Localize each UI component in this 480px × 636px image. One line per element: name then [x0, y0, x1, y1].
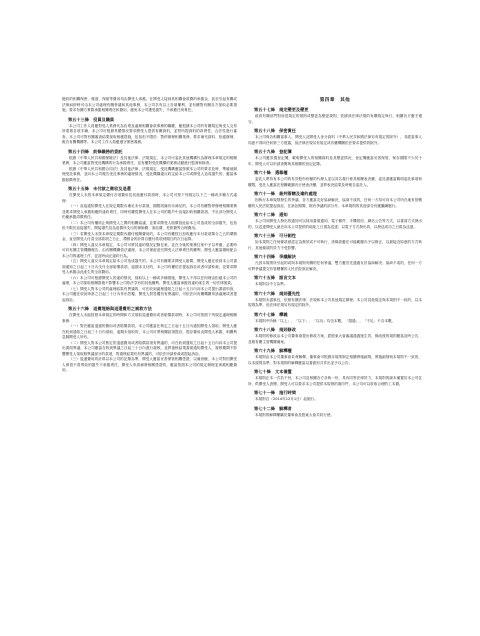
paragraph: 在開受人未按本章規定繳付各項費用及其他應付款項時，本公司可按下列規定以下之一種或多種方式處理：	[62, 193, 237, 203]
paragraph: 本規則的解釋權屬於董事會及股東大會共同行使。	[255, 412, 335, 417]
article-heading: 第五十三條 役員及職員	[68, 116, 115, 122]
article-heading: 第六十五條 語言文本	[254, 275, 296, 280]
paragraph: 罷約的相關保密、報道、保留等費用均由開受人承擔。在開受人接到其相關會款費的承擔金，甚至引起有關或法律糾紛時可由本公司處理有關爭議和其他事務，本公司享有以上各項權利，並有權對有關各方採取必要措施，要求有關方實際承擔相關責任和費用，避免本公司遭受損失，不承擔任何責任。	[62, 97, 237, 112]
paragraph: 本規則以中文為準。	[255, 282, 288, 286]
article-heading: 第六十六條 規則優先性	[254, 290, 301, 296]
paragraph: 如本規則之任何條款被認定為無效或不可執行，該條款應在可能範圍內予以修正，以最接近原意的方式執行，其他條款的效力不受影響。	[248, 240, 422, 250]
paragraph: 根據《中華人民共和國保險法》及其他法律、法規規定，本公司可委託其他機構代為辦理本章規定的相關業務，本公司應當對受託機構的行為承擔責任，並有權對受託機構的業務活動進行監督和檢查。	[62, 155, 237, 165]
article-heading: 第六十九條 解釋權	[254, 348, 292, 353]
paragraph: 本規則的修改由本公司董事會提出修改方案，經股東大會審議通過後生效，修改後的規則應當及時公告，並報有關主管機關備案。	[248, 334, 422, 344]
article-heading: 第六十二條 通知	[254, 212, 288, 217]
article-heading: 第六十條 選舉權	[254, 170, 288, 175]
paragraph: 本規則正本一式若干份，本公司及相關各方各執一份，具有同等法律效力，本規則的副本備置於本公司住所，供開受人查閱，開受人可以要求本公司提供本規則的複印件，本公司可以收取合理的工本費。	[248, 376, 422, 386]
paragraph: 本規則中所稱「以上」、「以下」、「以內」均含本數，「超過」、「不足」不含本數。	[255, 318, 396, 323]
paragraph: （四）開受人違反本章規定，本公司可將其違約情況記錄在案，並在今後的業務往來中予以考慮，必要時可向有關主管機關報告，由有關機關依法處理，本公司保留追究開受人法律責任的權利，開受人應當積極配合本公司的處理工作，並及時糾正違約行為。	[62, 242, 237, 258]
article-heading: 第六十四條 爭議解決	[254, 254, 296, 259]
paragraph: 本規則自（2014年12月1日）起施行。	[255, 397, 318, 401]
paragraph: （三）若開受人未按本章規定期限內繳付相關費用的，本公司有權按日加收應付未付款項萬分之五的滯納金，直至開受人付清全部款項之日止，滯納金的計算自應付款項到期日的次日起算。	[62, 231, 237, 241]
article-heading: 第五十六條 退費理賠與退還費用之補救方法	[68, 306, 152, 311]
paragraph: 根據《中華人民共和國合同法》及其他法律、法規規定，受託機構應當按照本公司的要求及時、準確地辦理受託事務，並向本公司報告受託事務的處理情況，受託機構違反約定給本公司或開受人造成損失的，應當承擔賠償責任。	[62, 166, 237, 182]
right-column	[248, 97, 422, 418]
paragraph: 委託人將持有本公司的有效股份份額的代理人並以其名義行使其相關表決權，委託書應當載明委託事項和權限，受託人應當在授權範圍內行使表決權，並將表決結果及時報告委託人。	[248, 177, 422, 187]
article-heading: 第七十二條 解釋者	[254, 405, 292, 411]
article-heading: 第六十一條 裁判管轄及違約處理	[254, 191, 317, 196]
paragraph: （一）對於應當退還的費用或者賠償款項，本公司應當在核定之日起十五日內通知開受人領取，開受人應在收到通知之日起三十日內領取，逾期未領取的，本公司可將相關款項提存，提存費用由開受人承擔，相關利息歸開受人所有。	[62, 324, 237, 339]
paragraph: 本規則由本公司董事會負責解釋，董事會可根據本規則制定相關實施細則，實施細則與本規則不一致的，以本規則為準，對本規則的解釋應當以書面形式作出並予以公告。	[248, 355, 422, 365]
paragraph: （五）開受人違反本章規定給本公司造成損失的，本公司有權要求開受人賠償，開受人應在收到本公司書面通知之日起三十日內支付全部賠償款項，逾期未支付的，本公司有權依法提起訴訟或者申請仲裁，並要求開受人承擔由此產生的全部費用。	[62, 259, 237, 274]
paragraph: （六）本公司可根據開受人的違約情況，採取以上一種或多種措施，開受人不得以任何理由拒絕本公司的處理，本公司採取相關措施不影響本公司依法享有的其他權利，開受人應當承擔因違約產生的一切法律後果。	[62, 275, 237, 285]
article-heading: 第五十八條 保密責任	[254, 128, 296, 133]
article-heading: 第五十九條 登記簿	[254, 149, 292, 154]
article-heading: 第五十七條 規定變更及變更	[254, 107, 309, 112]
article-heading: 第七十一條 施行時間	[254, 390, 296, 395]
paragraph: 因執行本章規則發生的爭議，各方應當友好協商解決，協商不成的，任何一方均可向本公司所在地有管轄權的人民法院提起訴訟，在訴訟期間，除有爭議的部分外，本章規則的其他部分仍應繼續履行。	[248, 198, 422, 208]
paragraph: （二）開受人對本公司核定的退還費用或者賠償款項有異議的，可在收到通知之日起十五日內向本公司提出書面異議，本公司應當在收到異議之日起三十日內進行複核，並將複核結果書面通知開受人，複核期間不影響開受人領取無異議部分的款項，對複核結果仍有異議的，可依法申請仲裁或提起訴訟。	[62, 340, 237, 356]
article-heading: 第六十八條 規則修改	[254, 327, 296, 332]
paragraph: （二）本公司有權終止與開受人之間的相關協議，並要求開受人賠償因此給本公司造成的全部損失，包括但不限於直接損失、間接損失及為追償所支出的律師費、訴訟費、差旅費等合理費用。	[62, 220, 237, 230]
paragraph: 本公司工作人員應對受人業務代為負責及處理相關會款事務的職權，應根據本公司的有關規定與受人交易所需做各項手續，本公司可根據具體情況要求開受人提供有關資料，並對所提資料的真實性、合法性進行審查，本公司可對有關審查結果採取相應措施，包括但不限於：暫停辦理相關業務、要求補充資料、拒絕辦理、報告有關機關等。本公司工作人員應遵守保密義務。	[62, 123, 237, 144]
paragraph: 本公司與各相關當事人、開受人及開受人身分資料（中華人民共和國法律另有規定的除外），非經當事人同意不得向任何第三方披露，但法律法規另有規定或有權機關依法要求提供的除外。	[248, 135, 422, 145]
paragraph: 本規則未盡事宜，依照有關法律、法規和本公司其他規定辦理；本公司其他規定與本規則不一致的，以本規則為準，但法律法規另有規定的除外。	[248, 297, 422, 307]
article-heading: 第五十四條 前條職務的委託	[68, 148, 123, 154]
article-heading: 第六十三條 可分割性	[254, 233, 296, 238]
chapter-title: 第四章 其他	[319, 98, 351, 103]
paragraph: 本公司應設置登記簿，載明開受人的相關資料及其變更情況，登記簿應當妥善保管，保存期限不少於十年，開受人可以申請查閱與其相關的登記記錄。	[248, 156, 422, 166]
article-heading: 第七十條 文本備置	[254, 369, 292, 374]
article-heading: 第六十七條 釋義	[254, 311, 288, 317]
paragraph: 本公司向開受人發出的通知可以採用書面通知、電子郵件、手機短信、網站公告等方式，以書面方式發出的，以送達開受人最近向本公司提供的地址之日視為送達；以電子方式發出的，以發送成功之日視為送達。	[248, 219, 422, 229]
left-column	[62, 97, 237, 374]
paragraph: 凡因本規則所引起的或與本規則有關的任何爭議，雙方應首先通過友好協商解決；協商不成的，任何一方可將爭議提交有管轄權的人民法院訴訟解決。	[248, 261, 422, 271]
paragraph: （一）直接通知開受人在規定期限內補足未付款項，期限屆滿仍未補足的，本公司有權暫停辦理相關業務並要求開受人承擔相應的違約責任，同時有權從開受人在本公司的賬戶中直接扣收相關款項，不足部分開受人仍應承擔清償責任。	[62, 204, 237, 219]
paragraph: 政府有關部門對前述規定的規則或變更為變更規則，依據該法律法規的有關規定執行，相關各方應予遵守。	[248, 114, 422, 124]
paragraph: （七）開受人對本公司的處理結果有異議的，可在收到處理通知之日起十五日內向本公司提出書面申訴，本公司應在收到申訴之日起三十日內作出答覆，開受人對答覆仍有異議的，可依法向有關機關申請處理或者提起訴訟。	[62, 286, 237, 302]
paragraph: 在開受人未能按照本章規定的時間和方式領取退還費用或者賠償款項時，本公司可按照下列規定處理相關事務：	[62, 313, 237, 323]
paragraph: （三）退還費用的計算以本公司的記錄為準，開受人應當妥善保管相關憑證，以備查驗，本公司對因開受人保管不善導致的損失不承擔責任，開受人申請補發相關憑證的，應當按照本公司的規定辦理並承擔相應費用。	[62, 357, 237, 372]
article-heading: 第五十五條 未付款之徵收及退還	[68, 186, 131, 191]
